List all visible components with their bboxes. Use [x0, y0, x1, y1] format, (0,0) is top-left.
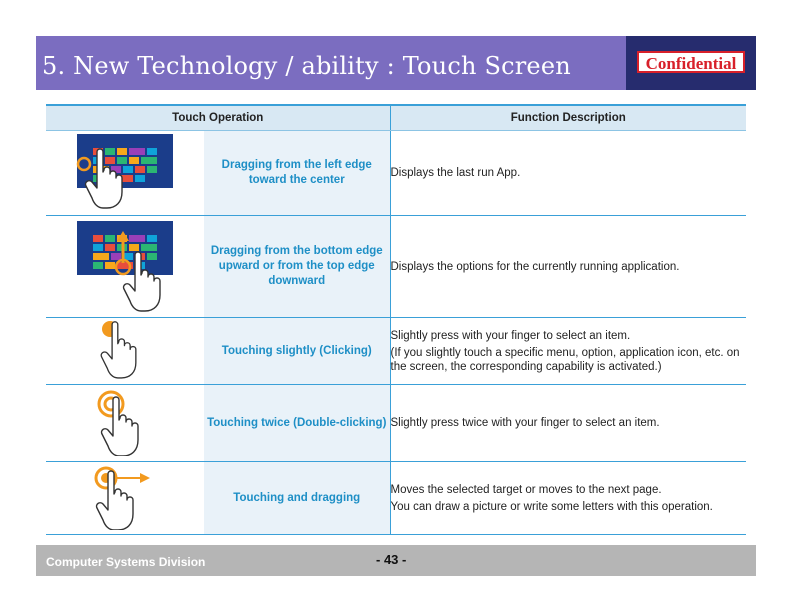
operation-label: Dragging from the bottom edge upward or from the top edge downward: [204, 216, 390, 318]
operation-label: Dragging from the left edge toward the center: [204, 131, 390, 216]
operation-label: Touching slightly (Clicking): [204, 318, 390, 385]
description-text: Moves the selected target or moves to the next page.: [390, 483, 662, 496]
swipe-from-edge-icon: [75, 217, 175, 313]
description-cell: [390, 318, 746, 385]
drag-illustration: [46, 462, 204, 535]
title-bar: [36, 36, 756, 90]
operation-label: Touching and dragging: [204, 462, 390, 535]
description-text: Slightly press with your finger to select an item.: [390, 329, 631, 342]
footer-division: Computer Systems Division: [46, 555, 206, 569]
tap-illustration: [46, 318, 204, 385]
description-note: (If you slightly touch a specific menu, option, application icon, etc. on the screen, the corresponding capability is activated.): [390, 346, 740, 373]
touch-drag-icon: [90, 464, 160, 530]
description-text: Displays the options for the currently running application.: [390, 260, 680, 273]
tap-icon: [95, 319, 155, 381]
footer-bar: [36, 545, 756, 576]
swipe-left-illustration: [46, 131, 204, 216]
table-row: [46, 131, 746, 216]
table-header-row: [46, 105, 746, 131]
operation-label: Touching twice (Double-clicking): [204, 385, 390, 462]
column-header-description: Function Description: [390, 105, 746, 131]
page-title: 5. New Technology / ability : Touch Screen: [42, 52, 571, 80]
confidential-box: [626, 36, 756, 90]
description-text: You can draw a picture or write some letters with this operation.: [390, 500, 713, 513]
column-header-operation: Touch Operation: [46, 105, 390, 131]
swipe-from-left-icon: [75, 132, 175, 212]
table-row: [46, 462, 746, 535]
description-cell: [390, 131, 746, 216]
double-tap-illustration: [46, 385, 204, 462]
description-text: Slightly press twice with your finger to select an item.: [390, 417, 660, 429]
double-tap-icon: [95, 388, 155, 456]
description-text: Displays the last run App.: [390, 167, 521, 179]
confidential-stamp: Confidential: [637, 51, 745, 73]
table-row: [46, 385, 746, 462]
description-cell: [390, 385, 746, 462]
description-cell: [390, 216, 746, 318]
touch-operations-table: [46, 104, 746, 535]
description-cell: [390, 462, 746, 535]
swipe-edge-illustration: [46, 216, 204, 318]
page-number: - 43 -: [376, 552, 407, 567]
table-row: [46, 216, 746, 318]
table-row: [46, 318, 746, 385]
